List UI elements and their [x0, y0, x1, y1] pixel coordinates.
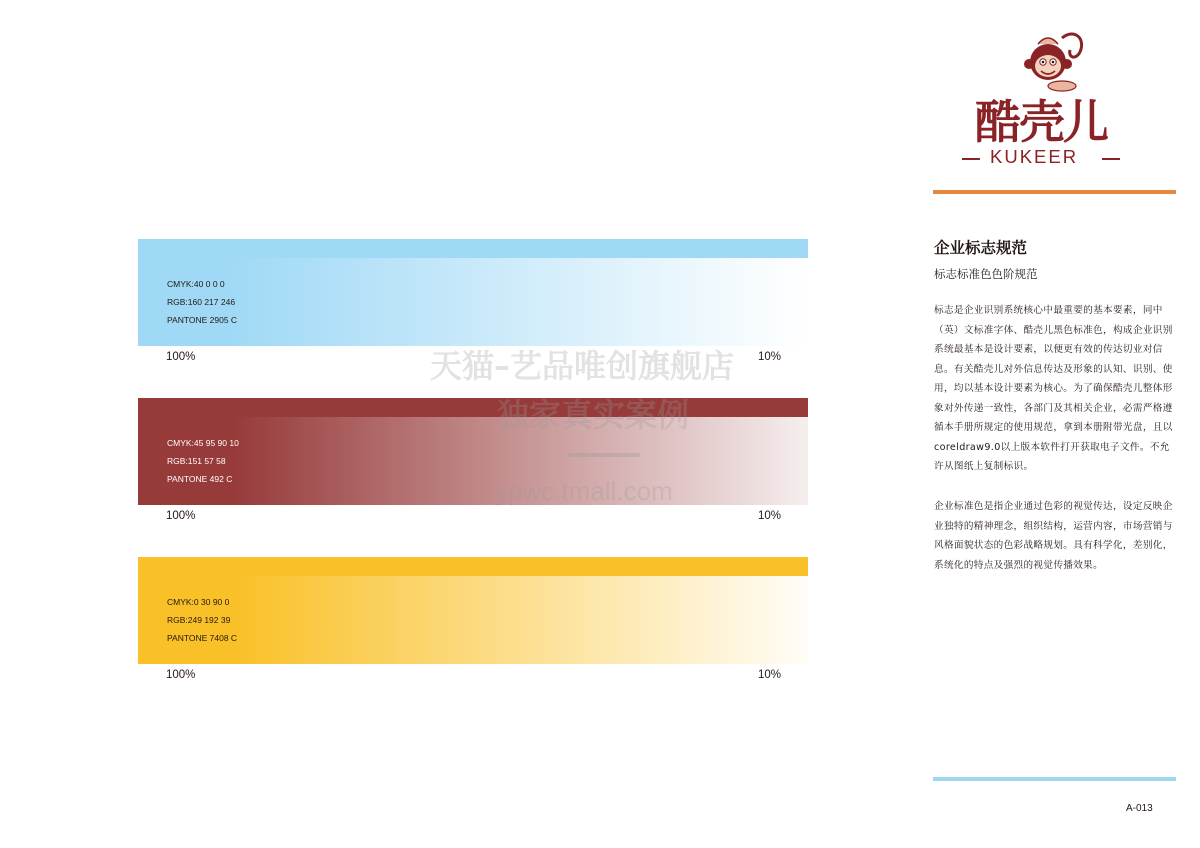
logo-chinese-text: 酷壳儿: [975, 95, 1107, 149]
blue-rgb: RGB:160 217 246: [167, 297, 236, 307]
blue-cmyk: CMYK:40 0 0 0: [167, 279, 225, 289]
logo-left-dash: [962, 158, 980, 160]
red-end-percent: 10%: [758, 510, 782, 522]
logo-english-text: KUKEER: [990, 146, 1079, 167]
blue-end-percent: 10%: [758, 351, 782, 363]
red-start-percent: 100%: [166, 510, 196, 522]
yellow-gradient-bar: [138, 576, 808, 664]
yellow-spec: [167, 593, 237, 647]
yellow-cmyk: CMYK:0 30 90 0: [167, 597, 230, 607]
yellow-end-percent: 10%: [758, 669, 782, 681]
blue-spec: [167, 275, 237, 329]
description-paragraph-2: 企业标准色是指企业通过色彩的视觉传达，设定反映企业独特的精神理念，组织结构，运营内容，市场营销与风格面貌状态的色彩战略规划。具有科学化，差别化，系统化的特点及强烈的视觉传播效果。: [934, 501, 1173, 571]
page-number: A-013: [1126, 803, 1153, 814]
watermark-line-2: 独家真实案例: [497, 396, 690, 434]
blue-solid-bar: [138, 239, 808, 258]
red-cmyk: CMYK:45 95 90 10: [167, 438, 239, 448]
red-rgb: RGB:151 57 58: [167, 456, 226, 466]
red-spec: [167, 434, 239, 488]
blue-pantone: PANTONE 2905 C: [167, 315, 238, 325]
description-paragraph-1: 标志是企业识别系统核心中最重要的基本要素，同中（英）文标准字体、酷壳儿黑色标准色，构成企业识别系统最基本是设计要素，以便更有效的传达切业对信息。有关酷壳儿对外信息传达及形象的认知、识别、使用，均以基本设计要素为核心。为了确保酷壳儿整体形象对外传递一致性，各部门及其相关企业，必需严格遵循本手册所规定的使用规范，拿到本册附带光盘，且以coreldraw9.0以上版本软件打开获取电子文件。不允许从图纸上复制标识。: [934, 305, 1173, 472]
watermark-line-3: ypwc.tmall.com: [495, 476, 673, 506]
yellow-pantone: PANTONE 7408 C: [167, 633, 238, 643]
yellow-rgb: RGB:249 192 39: [167, 615, 231, 625]
red-solid-bar: [138, 398, 808, 417]
blue-start-percent: 100%: [166, 351, 196, 363]
red-pantone: PANTONE 492 C: [167, 474, 233, 484]
yellow-start-percent: 100%: [166, 669, 196, 681]
yellow-solid-bar: [138, 557, 808, 576]
top-accent-rule: [933, 190, 1176, 194]
watermark-line-1: 天猫–艺品唯创旗舰店: [430, 347, 735, 385]
blue-gradient-bar: [138, 258, 808, 346]
section-title: 企业标志规范: [934, 239, 1028, 257]
monkey-mascot-icon: [1022, 28, 1088, 92]
bottom-accent-rule: [933, 777, 1176, 781]
logo-right-dash: [1102, 158, 1120, 160]
watermark-divider: [568, 453, 640, 457]
section-subtitle: 标志标准色色阶规范: [934, 267, 1038, 281]
